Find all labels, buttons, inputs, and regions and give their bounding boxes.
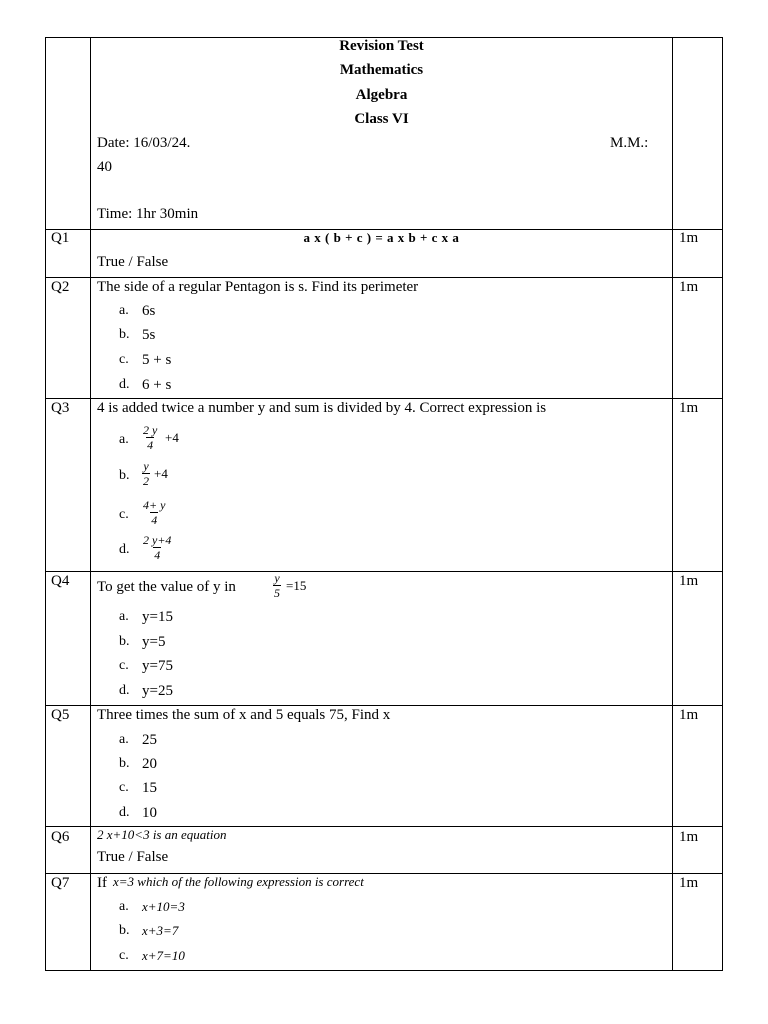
option-text: x+3=7 xyxy=(142,923,179,938)
question-marks: 1m xyxy=(679,400,699,416)
option-label: a. xyxy=(119,609,129,624)
exam-class: Class VI xyxy=(354,111,409,127)
fraction-numerator: y xyxy=(274,571,280,585)
option-fraction xyxy=(142,424,158,451)
question-number: Q4 xyxy=(51,573,70,589)
option-label: d. xyxy=(119,683,130,698)
option-text: 10 xyxy=(142,805,157,821)
option-label: c. xyxy=(119,948,129,963)
option-label: d. xyxy=(119,377,130,392)
option-suffix: +4 xyxy=(154,466,168,481)
question-number: Q7 xyxy=(51,875,70,891)
option-label: a. xyxy=(119,432,129,447)
option-text: 15 xyxy=(142,780,157,796)
question-subtext: True / False xyxy=(97,849,169,865)
fraction-numerator: 2 y xyxy=(143,423,158,437)
table-border-bottom xyxy=(45,970,723,971)
fraction-denominator: 4 xyxy=(147,438,154,452)
question-fraction xyxy=(273,572,281,599)
exam-time: Time: 1hr 30min xyxy=(97,206,199,222)
question-number: Q5 xyxy=(51,707,70,723)
fraction-denominator: 4 xyxy=(154,548,161,562)
question-fraction-suffix: =15 xyxy=(286,578,307,593)
option-label: b. xyxy=(119,756,130,771)
option-text: x+10=3 xyxy=(142,899,185,914)
exam-date: Date: 16/03/24. xyxy=(97,135,191,151)
question-text: 2 x+10<3 is an equation xyxy=(97,827,227,842)
option-label: a. xyxy=(119,732,129,747)
option-label: b. xyxy=(119,468,130,483)
fraction-denominator: 4 xyxy=(151,513,158,527)
question-number: Q2 xyxy=(51,279,70,295)
option-label: d. xyxy=(119,805,130,820)
option-label: c. xyxy=(119,352,129,367)
option-label: b. xyxy=(119,923,130,938)
question-text: Three times the sum of x and 5 equals 75, Find x xyxy=(97,707,391,723)
question-marks: 1m xyxy=(679,230,699,246)
option-label: d. xyxy=(119,542,130,557)
option-text: 5s xyxy=(142,327,156,343)
question-marks: 1m xyxy=(679,573,699,589)
option-label: c. xyxy=(119,507,129,522)
question-number: Q3 xyxy=(51,400,70,416)
exam-topic: Algebra xyxy=(355,87,408,103)
option-text: y=75 xyxy=(142,658,173,674)
max-marks-value: 40 xyxy=(97,159,112,175)
fraction-numerator: 4+ y xyxy=(143,498,166,512)
option-label: b. xyxy=(119,634,130,649)
fraction-numerator: y xyxy=(143,459,149,473)
option-label: c. xyxy=(119,658,129,673)
question-text: 4 is added twice a number y and sum is divided by 4. Correct expression is xyxy=(97,400,547,416)
question-text: x=3 which of the following expression is correct xyxy=(113,874,364,889)
question-number: Q6 xyxy=(51,829,70,845)
question-text-prefix: If xyxy=(97,875,107,891)
fraction-denominator: 5 xyxy=(274,586,280,600)
option-text: y=25 xyxy=(142,683,173,699)
exam-sheet xyxy=(45,37,723,971)
question-marks: 1m xyxy=(679,875,699,891)
question-number: Q1 xyxy=(51,230,70,246)
option-label: a. xyxy=(119,303,129,318)
option-suffix: +4 xyxy=(165,430,179,445)
option-text: 20 xyxy=(142,756,157,772)
table-col-divider-1 xyxy=(90,37,91,971)
fraction-denominator: 2 xyxy=(143,474,149,488)
option-fraction xyxy=(142,499,166,526)
fraction-numerator: 2 y+4 xyxy=(143,533,172,547)
question-text: a x ( b + c ) = a x b + c x a xyxy=(303,230,460,245)
option-fraction xyxy=(142,460,150,487)
option-text: 6 + s xyxy=(142,377,172,393)
row-divider xyxy=(45,571,723,572)
option-text: 6s xyxy=(142,303,156,319)
option-label: a. xyxy=(119,899,129,914)
option-text: 25 xyxy=(142,732,157,748)
question-text: To get the value of y in xyxy=(97,579,236,595)
exam-title: Revision Test xyxy=(339,38,424,54)
question-marks: 1m xyxy=(679,707,699,723)
max-marks-label: M.M.: xyxy=(610,135,649,151)
option-label: c. xyxy=(119,780,129,795)
option-text: y=15 xyxy=(142,609,173,625)
option-text: 5 + s xyxy=(142,352,172,368)
option-text: y=5 xyxy=(142,634,166,650)
option-fraction xyxy=(142,534,172,561)
question-text: The side of a regular Pentagon is s. Find its perimeter xyxy=(97,279,419,295)
question-marks: 1m xyxy=(679,279,699,295)
question-subtext: True / False xyxy=(97,254,169,270)
table-border-right xyxy=(722,37,723,971)
question-marks: 1m xyxy=(679,829,699,845)
exam-subject: Mathematics xyxy=(339,62,424,78)
option-text: x+7=10 xyxy=(142,948,185,963)
table-border-left xyxy=(45,37,46,971)
option-label: b. xyxy=(119,327,130,342)
table-col-divider-2 xyxy=(672,37,673,971)
